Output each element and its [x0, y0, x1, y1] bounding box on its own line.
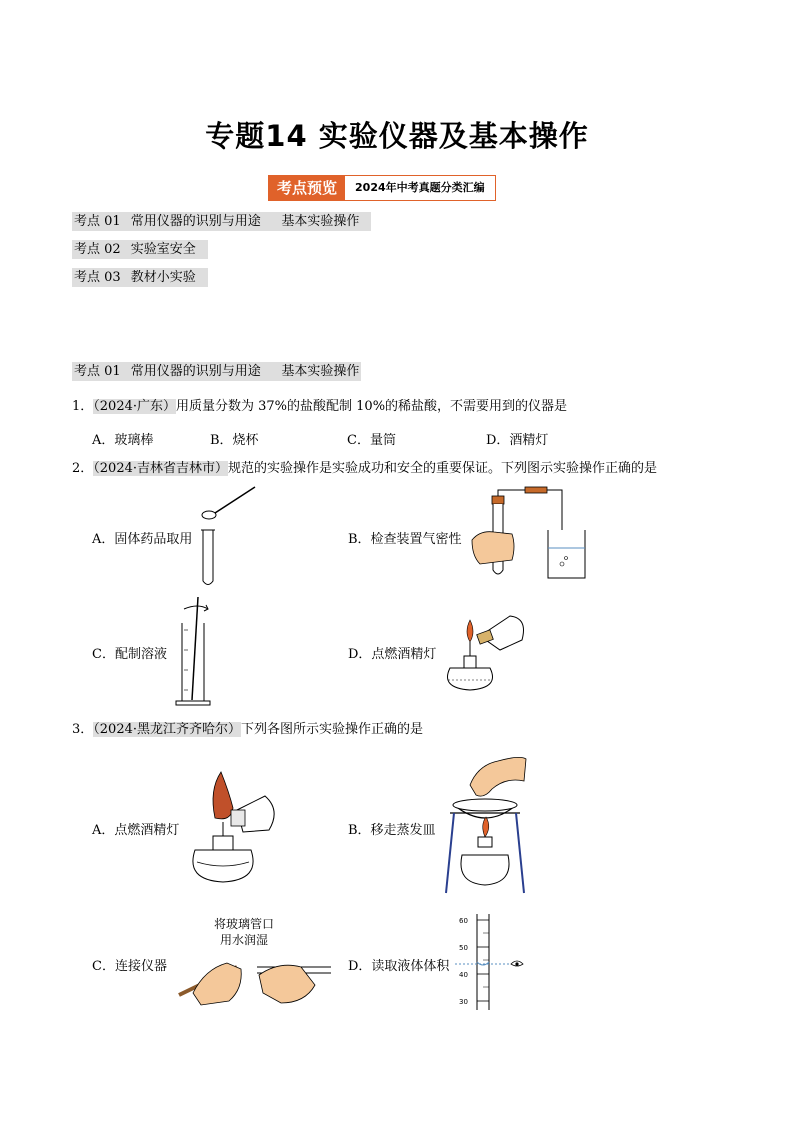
q1-option-b: B．烧杯	[210, 433, 259, 448]
toc-text: 常用仪器的识别与用途 基本实验操作	[130, 214, 360, 229]
q2-b-airtightness-figure	[470, 488, 600, 583]
section-heading	[72, 362, 361, 381]
q3-source-tag: （2024·黑龙江齐齐哈尔）	[93, 722, 241, 737]
q3-c-caption-line-1: 将玻璃管口	[213, 917, 274, 931]
q3-option-b: B．移走蒸发皿	[348, 823, 436, 838]
q1-option-c: C．量筒	[347, 433, 396, 448]
q3-option-a: A．点燃酒精灯	[92, 823, 180, 838]
toc-num: 考点 02	[74, 242, 121, 257]
q3-c-connect-figure	[175, 945, 335, 1007]
q2-option-c: C．配制溶液	[92, 647, 167, 662]
q1-num: 1．	[72, 399, 94, 414]
question-2	[72, 459, 657, 478]
toc-item-2	[72, 240, 208, 259]
scale-label-60: 60	[459, 917, 468, 925]
q3-d-reading-figure	[455, 912, 530, 1012]
q2-d-lamp-figure	[440, 608, 530, 693]
q1-stem: 用质量分数为 37%的盐酸配制 10%的稀盐酸，不需要用到的仪器是	[176, 399, 568, 414]
scale-label-30: 30	[459, 998, 468, 1006]
toc-num: 考点 01	[74, 214, 121, 229]
q1-option-a: A．玻璃棒	[92, 433, 154, 448]
q3-a-lamp-figure	[185, 770, 280, 885]
q2-source-tag: （2024·吉林省吉林市）	[93, 461, 228, 476]
section-text: 常用仪器的识别与用途 基本实验操作	[130, 364, 360, 379]
q3-option-d: D．读取液体体积	[348, 959, 450, 974]
q2-option-d: D．点燃酒精灯	[348, 647, 437, 662]
scale-label-40: 40	[459, 971, 468, 979]
section-num: 考点 01	[74, 364, 121, 379]
q2-c-cylinder-figure	[170, 595, 215, 707]
question-1	[72, 397, 567, 416]
toc-item-1	[72, 212, 371, 231]
q3-num: 3．	[72, 722, 94, 737]
q3-stem: 下列各图所示实验操作正确的是	[241, 722, 424, 737]
scale-label-50: 50	[459, 944, 468, 952]
q3-option-c: C．连接仪器	[92, 959, 167, 974]
preview-badge	[268, 175, 496, 201]
q3-c-caption	[212, 916, 276, 948]
page-title: 专题14 实验仪器及基本操作	[205, 119, 589, 153]
badge-subtitle: 2024年中考真题分类汇编	[345, 176, 495, 200]
q1-option-d: D．酒精灯	[486, 433, 549, 448]
badge-label: 考点预览	[269, 176, 345, 200]
q2-stem: 规范的实验操作是实验成功和安全的重要保证。下列图示实验操作正确的是	[228, 461, 658, 476]
question-3	[72, 720, 423, 739]
q2-num: 2．	[72, 461, 94, 476]
q2-option-a: A．固体药品取用	[92, 532, 193, 547]
toc-num: 考点 03	[74, 270, 121, 285]
q2-option-b: B．检查装置气密性	[348, 532, 462, 547]
toc-item-3	[72, 268, 208, 287]
q2-a-solid-sampling-figure	[195, 485, 265, 590]
q3-c-caption-line-2: 用水润湿	[219, 933, 268, 947]
toc-text: 教材小实验	[130, 270, 196, 285]
q1-source-tag: （2024·广东）	[93, 399, 176, 414]
q3-b-evaporation-figure	[440, 755, 530, 895]
toc-text: 实验室安全	[130, 242, 196, 257]
